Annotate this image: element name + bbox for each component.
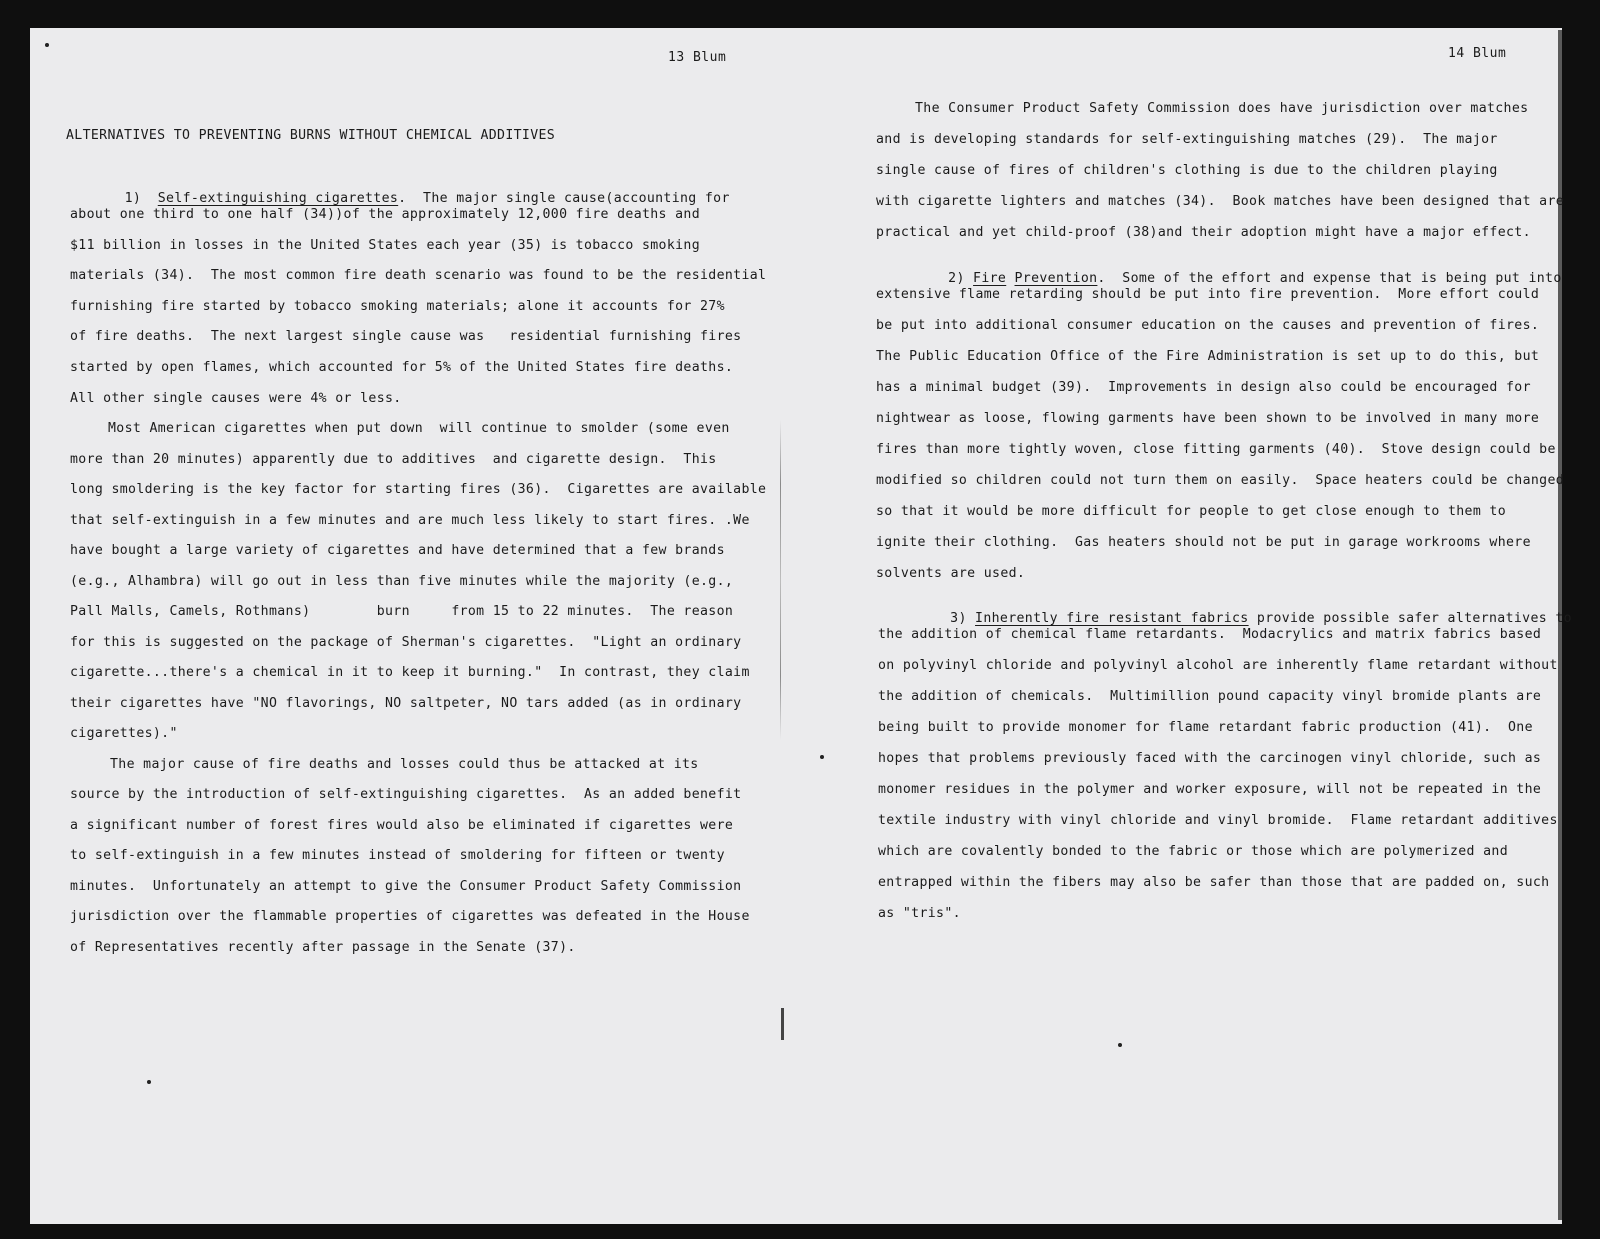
text-line: the addition of chemicals. Multimillion pound capacity vinyl bromide plants are [878,689,1542,704]
page-gutter [780,420,781,740]
text-line: have bought a large variety of cigarettes and have determined that a few brands [70,543,725,558]
paragraph-1-number: 1) [124,191,158,206]
text-line: of fire deaths. The next largest single cause was residential furnishing fires [70,329,742,344]
paragraph-3-title: Inherently fire resistant fabrics [975,611,1249,626]
text-line: has a minimal budget (39). Improvements in design also could be encouraged for [876,380,1531,395]
scan-speck [1118,1043,1122,1047]
paragraph-2-number: 2) [948,271,974,286]
text-line: cigarettes)." [70,726,178,741]
binding-mark [781,1008,784,1040]
text-line: jurisdiction over the flammable properties of cigarettes was defeated in the House [70,909,750,924]
text-line: fires than more tightly woven, close fitting garments (40). Stove design could be [876,442,1556,457]
text-line: practical and yet child-proof (38)and their adoption might have a major effect. [876,225,1531,240]
scan-speck [820,755,824,759]
paragraph-2-lead-text: . Some of the effort and expense that is being put into [1097,271,1562,286]
paragraph-3-lead-text: provide possible safer alternatives to [1248,611,1572,626]
right-page-number: 14 Blum [1448,46,1507,61]
paragraph-2-title-b: Prevention [1014,271,1098,286]
text-line: solvents are used. [876,566,1026,581]
text-line: $11 billion in losses in the United States each year (35) is tobacco smoking [70,238,701,253]
text-line: and is developing standards for self-extinguishing matches (29). The major [876,132,1498,147]
text-line: hopes that problems previously faced with the carcinogen vinyl chloride, such as [878,751,1542,766]
text-line: modified so children could not turn them on easily. Space heaters could be changed [876,473,1565,488]
text-line: entrapped within the fibers may also be safer than those that are padded on, such [878,875,1550,890]
text-line: about one third to one half (34))of the approximately 12,000 fire deaths and [70,207,701,222]
text-line: (e.g., Alhambra) will go out in less than five minutes while the majority (e.g., [70,574,734,589]
text-line: source by the introduction of self-extinguishing cigarettes. As an added benefit [70,787,742,802]
text-line: nightwear as loose, flowing garments have been shown to be involved in many more [876,411,1540,426]
text-line: Pall Malls, Camels, Rothmans) burn from 15 to 22 minutes. The reason [70,604,734,619]
text-line: of Representatives recently after passage in the Senate (37). [70,940,576,955]
paragraph-1-lead [108,176,730,206]
text-line: The major cause of fire deaths and losses could thus be attacked at its [110,757,699,772]
text-line: The Public Education Office of the Fire Administration is set up to do this, but [876,349,1540,364]
text-line: extensive flame retarding should be put into fire prevention. More effort could [876,287,1540,302]
paragraph-2-space [1006,271,1014,286]
text-line: that self-extinguish in a few minutes and are much less likely to start fires. .We [70,513,750,528]
text-line: on polyvinyl chloride and polyvinyl alcohol are inherently flame retardant without [878,658,1558,673]
text-line: ignite their clothing. Gas heaters should not be put in garage workrooms where [876,535,1531,550]
text-line: with cigarette lighters and matches (34). Book matches have been designed that are [876,194,1565,209]
text-line: for this is suggested on the package of Sherman's cigarettes. "Light an ordinary [70,635,742,650]
text-line: long smoldering is the key factor for starting fires (36). Cigarettes are available [70,482,767,497]
text-line: minutes. Unfortunately an attempt to give the Consumer Product Safety Commission [70,879,742,894]
text-line: materials (34). The most common fire death scenario was found to be the residential [70,268,767,283]
text-line: being built to provide monomer for flame retardant fabric production (41). One [878,720,1533,735]
scan-speck [45,43,49,47]
text-line: their cigarettes have "NO flavorings, NO saltpeter, NO tars added (as in ordinary [70,696,742,711]
text-line: started by open flames, which accounted for 5% of the United States fire deaths. [70,360,734,375]
text-line: be put into additional consumer education on the causes and prevention of fires. [876,318,1540,333]
text-line: All other single causes were 4% or less. [70,391,402,406]
text-line: The Consumer Product Safety Commission does have jurisdiction over matches [915,101,1529,116]
text-line: more than 20 minutes) apparently due to additives and cigarette design. This [70,452,717,467]
text-line: textile industry with vinyl chloride and vinyl bromide. Flame retardant additives [878,813,1558,828]
text-line: cigarette...there's a chemical in it to keep it burning." In contrast, they claim [70,665,750,680]
paragraph-1-title: Self-extinguishing cigarettes [157,191,399,206]
paragraph-2-title-a: Fire [973,271,1007,286]
section-heading: ALTERNATIVES TO PREVENTING BURNS WITHOUT CHEMICAL ADDITIVES [66,128,556,143]
text-line: monomer residues in the polymer and worker exposure, will not be repeated in the [878,782,1542,797]
scan-speck [147,1080,151,1084]
left-page-number: 13 Blum [668,50,727,65]
text-line: Most American cigarettes when put down will continue to smolder (some even [108,421,730,436]
text-line: which are covalently bonded to the fabric or those which are polymerized and [878,844,1509,859]
text-line: as "tris". [878,906,961,921]
text-line: to self-extinguish in a few minutes instead of smoldering for fifteen or twenty [70,848,725,863]
paragraph-3-number: 3) [950,611,976,626]
text-line: furnishing fire started by tobacco smoking materials; alone it accounts for 27% [70,299,725,314]
text-line: single cause of fires of children's clothing is due to the children playing [876,163,1498,178]
paragraph-1-lead-text: . The major single cause(accounting for [398,191,730,206]
text-line: so that it would be more difficult for people to get close enough to them to [876,504,1507,519]
text-line: the addition of chemical flame retardants. Modacrylics and matrix fabrics based [878,627,1542,642]
text-line: a significant number of forest fires would also be eliminated if cigarettes were [70,818,734,833]
